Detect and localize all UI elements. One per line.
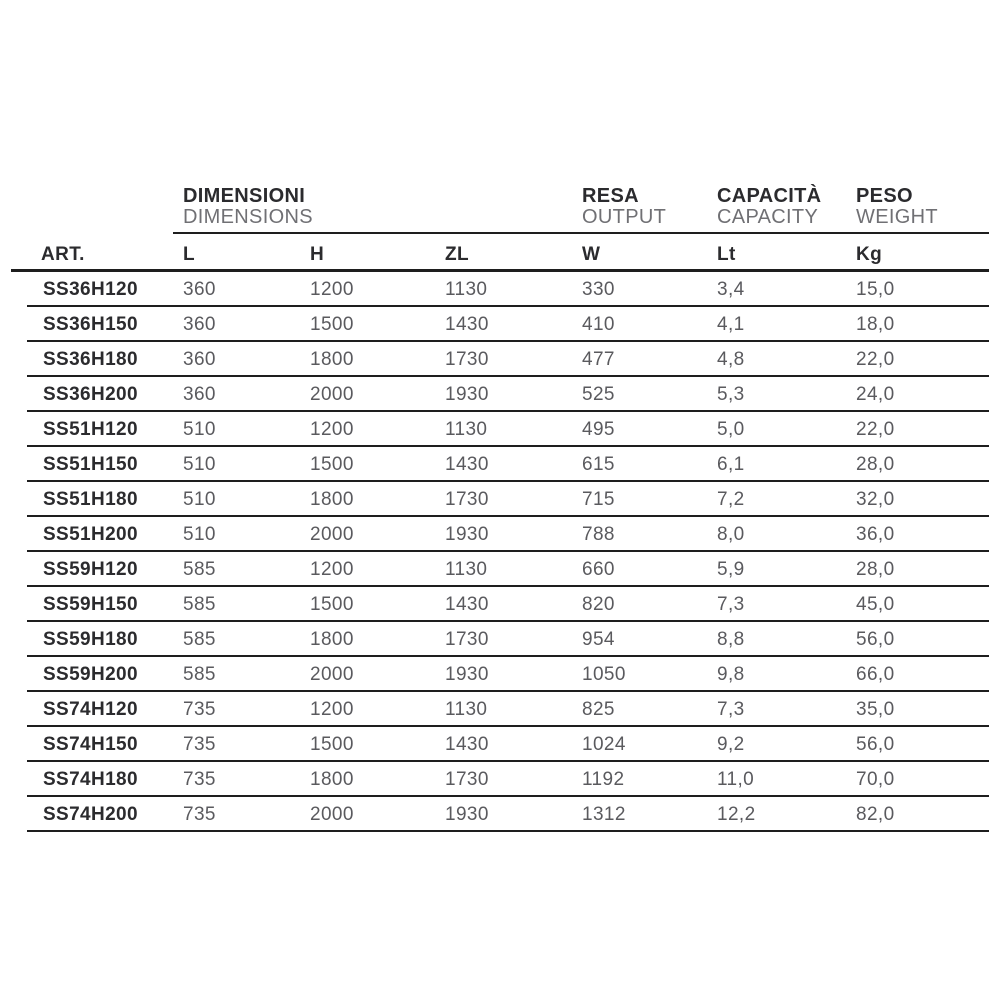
column-group-header-row xyxy=(11,170,989,234)
cell-value: 5,3 xyxy=(707,377,846,412)
cell-value: 9,8 xyxy=(707,657,846,692)
cell-value: 1500 xyxy=(300,307,435,342)
cell-value: 1430 xyxy=(435,727,572,762)
column-header-row xyxy=(11,234,989,272)
table-row xyxy=(11,342,989,377)
cell-article-code: SS51H200 xyxy=(11,517,173,552)
cell-value: 12,2 xyxy=(707,797,846,832)
cell-article-code: SS59H200 xyxy=(11,657,173,692)
cell-value: 1730 xyxy=(435,622,572,657)
cell-value: 15,0 xyxy=(846,272,989,307)
cell-value: 510 xyxy=(173,412,300,447)
cell-value: 2000 xyxy=(300,657,435,692)
cell-value: 1800 xyxy=(300,342,435,377)
cell-value: 510 xyxy=(173,482,300,517)
cell-article-code: SS74H120 xyxy=(11,692,173,727)
cell-value: 510 xyxy=(173,447,300,482)
cell-value: 1430 xyxy=(435,307,572,342)
cell-value: 715 xyxy=(572,482,707,517)
cell-value: 35,0 xyxy=(846,692,989,727)
cell-value: 11,0 xyxy=(707,762,846,797)
cell-article-code: SS36H180 xyxy=(11,342,173,377)
group-header-spacer xyxy=(11,170,173,234)
cell-article-code: SS36H120 xyxy=(11,272,173,307)
cell-value: 1200 xyxy=(300,272,435,307)
column-header-zl: ZL xyxy=(435,234,572,272)
cell-article-code: SS74H200 xyxy=(11,797,173,832)
group-subtitle-output: OUTPUT xyxy=(582,206,667,228)
cell-value: 360 xyxy=(173,307,300,342)
cell-value: 2000 xyxy=(300,797,435,832)
cell-value: 1730 xyxy=(435,342,572,377)
cell-value: 1930 xyxy=(435,797,572,832)
cell-value: 36,0 xyxy=(846,517,989,552)
column-header-h: H xyxy=(300,234,435,272)
cell-value: 330 xyxy=(572,272,707,307)
cell-value: 1500 xyxy=(300,587,435,622)
cell-value: 477 xyxy=(572,342,707,377)
cell-value: 82,0 xyxy=(846,797,989,832)
cell-article-code: SS59H180 xyxy=(11,622,173,657)
group-header-dimensions xyxy=(173,170,572,234)
cell-value: 32,0 xyxy=(846,482,989,517)
cell-value: 1312 xyxy=(572,797,707,832)
cell-article-code: SS51H180 xyxy=(11,482,173,517)
table-row xyxy=(11,517,989,552)
cell-value: 1050 xyxy=(572,657,707,692)
cell-value: 66,0 xyxy=(846,657,989,692)
cell-value: 24,0 xyxy=(846,377,989,412)
cell-value: 1192 xyxy=(572,762,707,797)
cell-value: 22,0 xyxy=(846,342,989,377)
cell-article-code: SS51H150 xyxy=(11,447,173,482)
cell-value: 56,0 xyxy=(846,622,989,657)
column-header-kg: Kg xyxy=(846,234,989,272)
cell-value: 1130 xyxy=(435,272,572,307)
table-row xyxy=(11,727,989,762)
cell-value: 4,8 xyxy=(707,342,846,377)
column-header-art: ART. xyxy=(11,234,173,272)
cell-value: 56,0 xyxy=(846,727,989,762)
cell-value: 1430 xyxy=(435,447,572,482)
cell-value: 585 xyxy=(173,552,300,587)
cell-value: 1930 xyxy=(435,377,572,412)
group-title-capacity: CAPACITÀ xyxy=(717,185,822,207)
cell-value: 3,4 xyxy=(707,272,846,307)
cell-value: 1430 xyxy=(435,587,572,622)
cell-value: 360 xyxy=(173,342,300,377)
group-title-output: RESA xyxy=(582,185,639,207)
cell-value: 1200 xyxy=(300,692,435,727)
cell-value: 28,0 xyxy=(846,552,989,587)
cell-value: 1800 xyxy=(300,762,435,797)
cell-value: 1930 xyxy=(435,517,572,552)
group-subtitle-weight: WEIGHT xyxy=(856,206,938,228)
table-row xyxy=(11,762,989,797)
cell-value: 1200 xyxy=(300,412,435,447)
group-header-capacity xyxy=(707,170,846,234)
cell-value: 45,0 xyxy=(846,587,989,622)
table-row xyxy=(11,307,989,342)
cell-value: 585 xyxy=(173,622,300,657)
cell-value: 735 xyxy=(173,692,300,727)
cell-value: 2000 xyxy=(300,517,435,552)
cell-value: 8,0 xyxy=(707,517,846,552)
cell-article-code: SS59H150 xyxy=(11,587,173,622)
cell-value: 1130 xyxy=(435,552,572,587)
cell-value: 1024 xyxy=(572,727,707,762)
cell-value: 7,3 xyxy=(707,692,846,727)
table-row xyxy=(11,447,989,482)
cell-value: 1130 xyxy=(435,412,572,447)
cell-value: 4,1 xyxy=(707,307,846,342)
cell-value: 22,0 xyxy=(846,412,989,447)
table-row xyxy=(11,587,989,622)
group-subtitle-dimensions: DIMENSIONS xyxy=(183,206,313,228)
cell-value: 735 xyxy=(173,797,300,832)
group-title-weight: PESO xyxy=(856,185,913,207)
cell-value: 7,2 xyxy=(707,482,846,517)
cell-value: 7,3 xyxy=(707,587,846,622)
cell-value: 825 xyxy=(572,692,707,727)
cell-value: 28,0 xyxy=(846,447,989,482)
table-row xyxy=(11,412,989,447)
cell-value: 6,1 xyxy=(707,447,846,482)
cell-article-code: SS36H200 xyxy=(11,377,173,412)
cell-value: 9,2 xyxy=(707,727,846,762)
cell-value: 1200 xyxy=(300,552,435,587)
cell-value: 410 xyxy=(572,307,707,342)
cell-value: 1500 xyxy=(300,727,435,762)
cell-article-code: SS36H150 xyxy=(11,307,173,342)
cell-article-code: SS74H180 xyxy=(11,762,173,797)
group-title-dimensions: DIMENSIONI xyxy=(183,185,306,207)
column-header-w: W xyxy=(572,234,707,272)
cell-value: 1130 xyxy=(435,692,572,727)
table-row xyxy=(11,657,989,692)
cell-value: 585 xyxy=(173,657,300,692)
cell-value: 5,0 xyxy=(707,412,846,447)
group-header-weight xyxy=(846,170,989,234)
column-header-l: L xyxy=(173,234,300,272)
cell-value: 360 xyxy=(173,272,300,307)
cell-value: 820 xyxy=(572,587,707,622)
cell-value: 495 xyxy=(572,412,707,447)
table-row xyxy=(11,692,989,727)
cell-value: 735 xyxy=(173,762,300,797)
cell-value: 2000 xyxy=(300,377,435,412)
table-row xyxy=(11,272,989,307)
cell-value: 615 xyxy=(572,447,707,482)
group-header-output xyxy=(572,170,707,234)
table-row xyxy=(11,482,989,517)
cell-value: 1500 xyxy=(300,447,435,482)
cell-value: 510 xyxy=(173,517,300,552)
cell-value: 1800 xyxy=(300,622,435,657)
cell-value: 360 xyxy=(173,377,300,412)
group-subtitle-capacity: CAPACITY xyxy=(717,206,819,228)
table-row xyxy=(11,797,989,832)
cell-value: 585 xyxy=(173,587,300,622)
cell-article-code: SS74H150 xyxy=(11,727,173,762)
cell-value: 1730 xyxy=(435,482,572,517)
cell-value: 8,8 xyxy=(707,622,846,657)
cell-value: 788 xyxy=(572,517,707,552)
cell-value: 1730 xyxy=(435,762,572,797)
cell-value: 954 xyxy=(572,622,707,657)
cell-value: 1930 xyxy=(435,657,572,692)
cell-value: 1800 xyxy=(300,482,435,517)
cell-value: 525 xyxy=(572,377,707,412)
cell-value: 5,9 xyxy=(707,552,846,587)
cell-value: 70,0 xyxy=(846,762,989,797)
table-row xyxy=(11,622,989,657)
cell-article-code: SS59H120 xyxy=(11,552,173,587)
cell-article-code: SS51H120 xyxy=(11,412,173,447)
cell-value: 660 xyxy=(572,552,707,587)
table-row xyxy=(11,552,989,587)
column-header-lt: Lt xyxy=(707,234,846,272)
table-row xyxy=(11,377,989,412)
cell-value: 18,0 xyxy=(846,307,989,342)
cell-value: 735 xyxy=(173,727,300,762)
product-spec-table xyxy=(11,170,989,832)
